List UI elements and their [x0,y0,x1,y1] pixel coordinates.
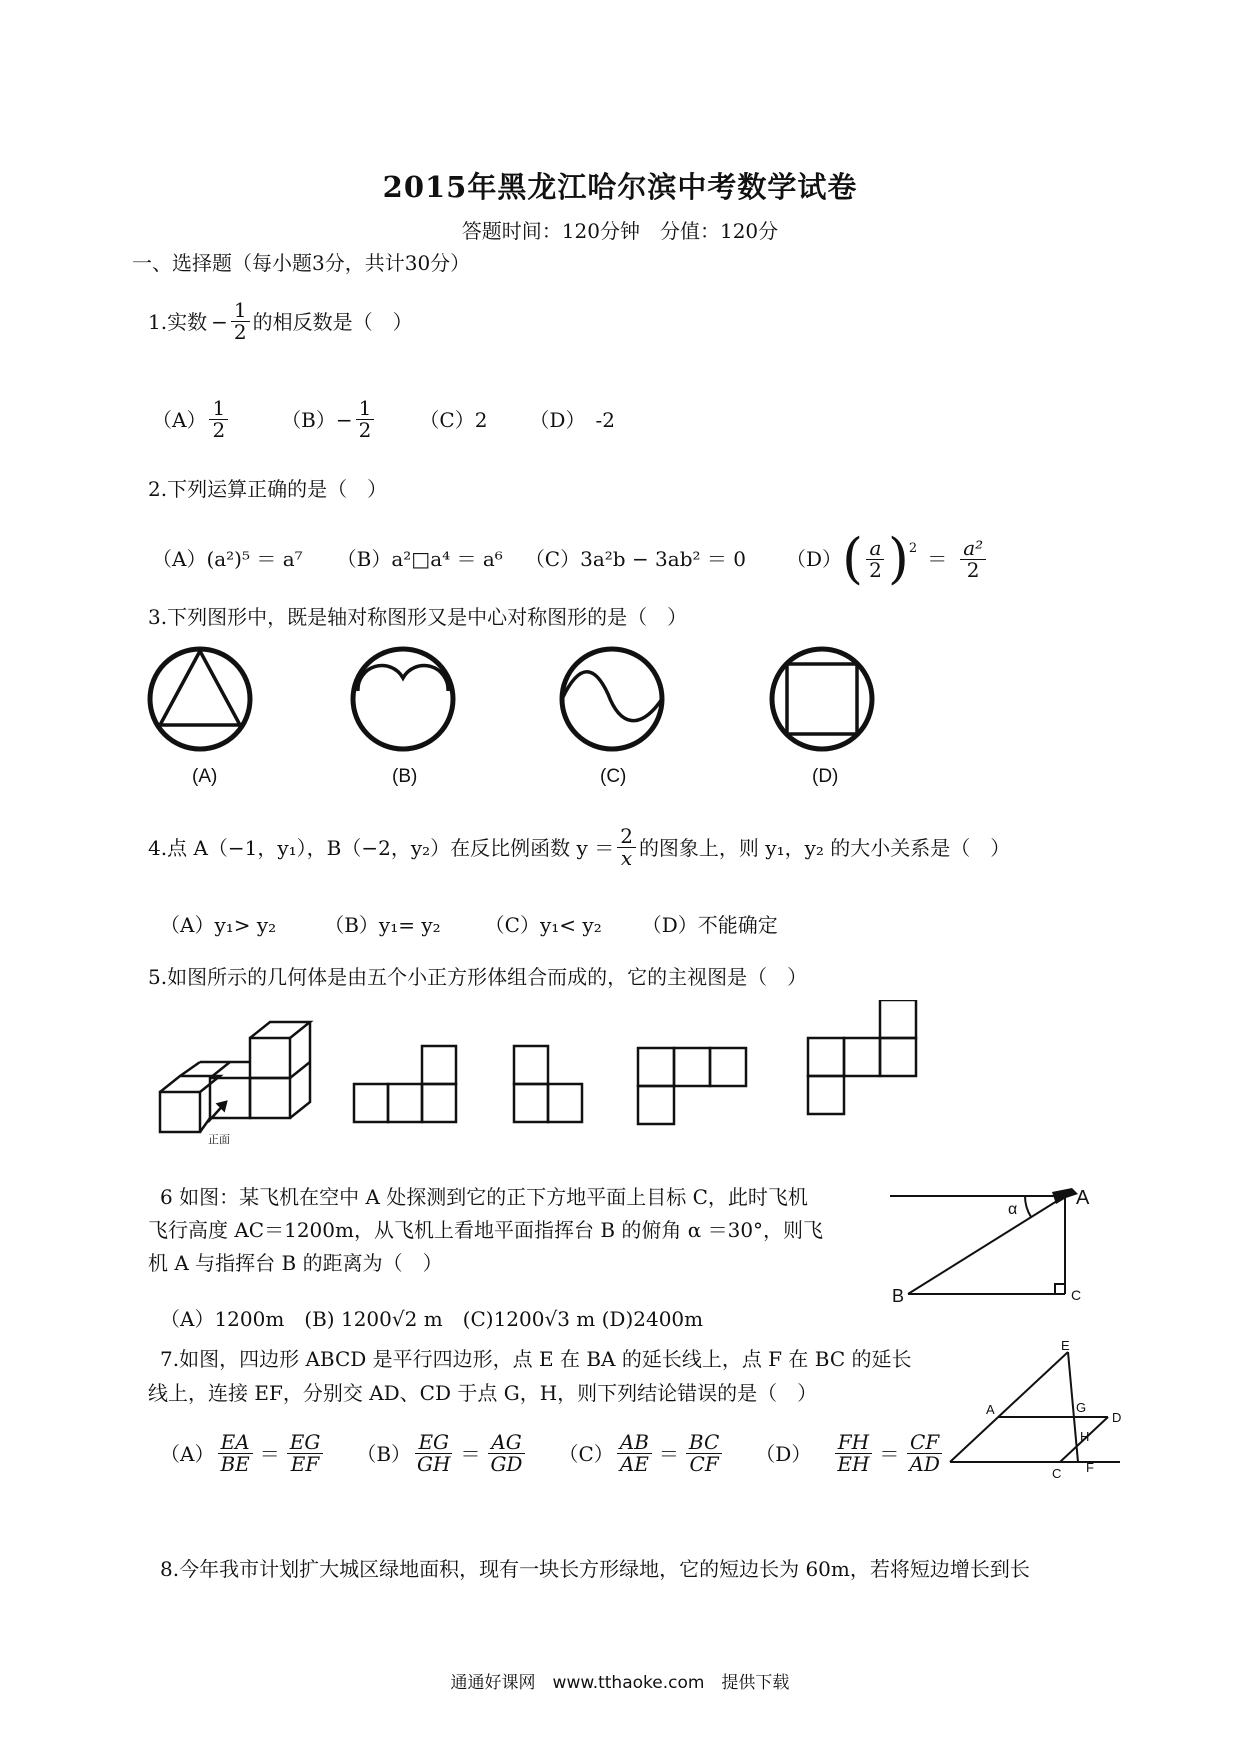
q7-option-d-label: （D） [755,1441,812,1466]
figure-b-label: (B) [392,766,418,787]
q1-option-c: （C）2 [419,407,488,432]
q7-c-n2: BC [686,1432,722,1454]
q1-option-b-label: （B）− [281,407,353,432]
q2-equals: ＝ [927,547,948,571]
q2-d-fraction [866,535,885,582]
sight-line-ab [908,1196,1065,1294]
q3-figures [140,636,900,796]
q7-a-d1: BE [220,1452,250,1476]
q7-b-d2: GD [490,1452,523,1476]
front-view-label: 正面 [208,1134,230,1146]
question-1-stem [148,300,413,343]
question-7-line-2: 线上，连接 EF，分别交 AD、CD 于点 G，H，则下列结论错误的是（ ） [148,1381,818,1405]
q2-option-c: （C）3a²b − 3ab² ＝ 0 [524,547,746,571]
line-be [950,1352,1068,1462]
question-5-stem: 5.如图所示的几何体是由五个小正方形体组合而成的，它的主视图是（ ） [148,965,808,989]
q7-option-c-label: （C） [558,1441,614,1466]
q7-b-frac-1 [414,1432,453,1475]
question-7-line-1: 7.如图，四边形 ABCD 是平行四边形，点 E 在 BA 的延长线上，点 F 在 BC 的延长 [160,1347,912,1371]
q1-fraction [231,300,250,343]
q4-den: x [620,846,633,870]
angle-alpha-arc [1025,1196,1031,1217]
q1-num: 1 [231,300,250,322]
view-option-d [808,1000,916,1114]
solid-cube-figure [160,1022,310,1132]
q1-option-d: （D） -2 [529,407,615,432]
q7-a-eq: ＝ [259,1441,280,1466]
point-c-label: C [1052,1466,1062,1481]
question-6-line-2: 飞行高度 AC＝1200m，从飞机上看地平面指挥台 B 的俯角 α ＝30°，则飞 [148,1218,824,1242]
q7-a-n1: EA [218,1432,253,1454]
q2-d-exponent: 2 [908,541,918,556]
q7-a-frac-1 [217,1432,252,1475]
point-f-label: F [1086,1460,1094,1475]
q1-option-a-label: （A） [152,407,207,432]
q7-c-n1: AB [617,1432,652,1454]
q2-d-den: 2 [869,557,882,582]
q1-minus: − [211,309,228,334]
figure-a-label: (A) [192,766,218,787]
q7-c-d2: CF [689,1452,719,1476]
point-b-label: B [892,1286,905,1306]
section-heading: 一、选择题（每小题3分，共计30分） [132,251,471,275]
q7-d-eq: ＝ [879,1441,900,1466]
q4-pre: 4.点 A（−1，y₁），B（−2，y₂）在反比例函数 y ＝ [148,835,615,860]
question-8-line-1: 8.今年我市计划扩大城区绿地面积，现有一块长方形绿地，它的短边长为 60m，若将短边增长到长 [160,1557,1030,1581]
q7-b-frac-2 [487,1432,525,1475]
q7-c-d1: AE [619,1452,649,1476]
q7-d-frac-2 [906,1432,942,1475]
q7-d-d1: EH [837,1452,870,1476]
q1-a-den: 2 [212,418,226,442]
q7-d-frac-1 [834,1432,872,1475]
figure-c-label: (C) [600,766,627,787]
q1-tail: 的相反数是（ ） [252,309,413,334]
q2-d-rhs-den: 2 [966,557,980,582]
q2-right-paren: ) [887,527,909,590]
q7-d-d2: AD [909,1452,940,1476]
q1-stem-text: 1.实数 [148,309,208,334]
question-6-options: （A）1200m (B) 1200√2 m (C)1200√3 m (D)2400m [160,1307,704,1331]
alpha-label: α [1008,1201,1018,1218]
q1-b-den: 2 [358,418,372,442]
q2-d-rhs-num: a² [960,538,986,560]
q2-option-d-label: （D） [785,547,843,571]
q4-option-d: （D）不能确定 [641,913,778,937]
q5-figures [150,1000,930,1150]
q1-a-num: 1 [209,398,228,420]
q7-c-eq: ＝ [658,1441,679,1466]
question-2-stem: 2.下列运算正确的是（ ） [148,477,388,501]
question-6-line-1: 6 如图：某飞机在空中 A 处探测到它的正下方地平面上目标 C，此时飞机 [160,1185,808,1209]
q4-fraction [617,826,636,869]
q2-option-b: （B）a²□a⁴ ＝ a⁶ [336,547,503,571]
point-d-label: D [1112,1410,1122,1425]
question-6-line-3: 机 A 与指挥台 B 的距离为（ ） [148,1251,443,1275]
question-4-options [160,912,778,938]
view-option-b [514,1046,582,1122]
figure-a-circle-triangle [150,649,250,749]
page-footer: 通通好课网 www.tthaoke.com 提供下载 [450,1673,790,1693]
q7-a-d2: EF [290,1452,320,1476]
q2-left-paren: ( [842,527,864,590]
question-4-stem [148,826,1010,869]
q7-a-n2: EG [287,1432,324,1454]
q7-b-n1: EG [415,1432,452,1454]
q7-option-b-label: （B） [356,1441,412,1466]
figure-b-circle-heart [353,649,453,749]
exam-subtitle: 答题时间：120分钟 分值：120分 [461,219,779,243]
q7-a-frac-2 [287,1432,324,1475]
point-e-label: E [1061,1338,1070,1353]
q7-b-eq: ＝ [460,1441,481,1466]
q4-option-a: （A）y₁> y₂ [160,913,277,937]
point-a-label: A [1076,1187,1090,1209]
q1-b-num: 1 [356,398,375,420]
q7-b-n2: AG [488,1432,524,1454]
q7-d-n2: CF [907,1432,942,1454]
page-title: 2015年黑龙江哈尔滨中考数学试卷 [382,170,858,204]
q7-c-frac-1 [617,1432,652,1475]
question-1-options [152,398,615,441]
q7-d-n1: FH [835,1432,872,1454]
view-option-a [354,1046,456,1122]
figure-d-label: (D) [812,766,839,787]
point-h-label: H [1080,1429,1090,1444]
point-g-label: G [1076,1400,1087,1415]
q1-den: 2 [233,320,247,344]
figure-d-circle-square [772,649,872,749]
q2-d-num: a [866,538,884,560]
point-c-label: C [1071,1287,1082,1303]
q7-option-a-label: （A） [160,1441,215,1466]
figure-c-circle-wave [562,649,662,749]
q1-option-b-fraction [356,398,375,441]
q2-option-a: （A）(a²)⁵ ＝ a⁷ [152,547,303,571]
point-a-label: A [986,1402,995,1417]
q4-option-b: （B）y₁= y₂ [324,913,441,937]
q7-b-d1: GH [417,1452,451,1476]
q6-figure [880,1174,1120,1314]
question-7-options [160,1432,946,1475]
q7-figure [940,1338,1140,1488]
question-3-stem: 3.下列图形中，既是轴对称图形又是中心对称图形的是（ ） [148,605,688,629]
q4-num: 2 [617,826,636,848]
q1-option-a-fraction [209,398,228,441]
q7-c-frac-2 [686,1432,722,1475]
q2-d-rhs-fraction [960,535,986,582]
q4-option-c: （C）y₁< y₂ [484,913,602,937]
view-option-c [638,1048,746,1124]
q4-post: 的图象上，则 y₁，y₂ 的大小关系是（ ） [638,835,1011,860]
right-angle-mark [1055,1284,1065,1294]
question-2-options [152,527,989,590]
